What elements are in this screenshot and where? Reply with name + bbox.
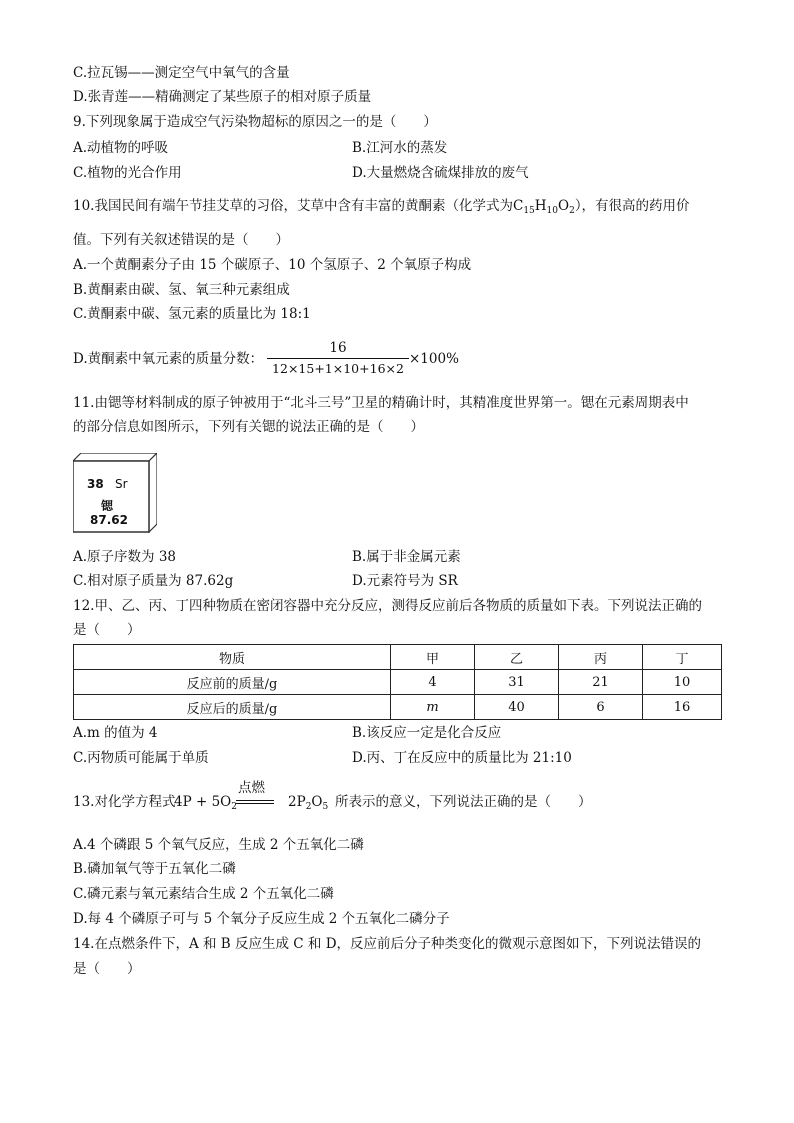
- question-11-option-a: A.原子序数为 38: [73, 549, 177, 565]
- question-10-option-c: C.黄酮素中碳、氢元素的质量比为 18:1: [73, 306, 311, 322]
- question-13-option-d: D.每 4 个磷原子可与 5 个氧分子反应生成 2 个五氧化二磷分子: [73, 911, 450, 927]
- question-11-option-d: D.元素符号为 SR: [352, 573, 458, 589]
- table-cell: 40: [475, 695, 559, 720]
- question-9-option-d: D.大量燃烧含硫煤排放的废气: [352, 165, 529, 181]
- chemical-formula-flavone: $C_{15}H_{10}O_2$: [512, 198, 575, 216]
- question-13-option-c: C.磷元素与氧元素结合生成 2 个五氧化二磷: [73, 886, 334, 902]
- table-header-cell: 物质: [74, 645, 391, 670]
- question-9-stem: 9.下列现象属于造成空气污染物超标的原因之一的是（ ）: [73, 114, 437, 130]
- mass-fraction-formula: [267, 338, 409, 379]
- question-11-option-b: B.属于非金属元素: [352, 549, 461, 565]
- question-10-option-b: B.黄酮素由碳、氢、氧三种元素组成: [73, 282, 290, 298]
- q10-text-pre: 10.我国民间有端午节挂艾草的习俗，艾草中含有丰富的黄酮素（化学式为: [73, 198, 513, 214]
- equation-rhs: $2P_2O_5$: [288, 794, 329, 812]
- question-11-stem: 11.由锶等材料制成的原子钟被用于“北斗三号”卫星的精确计时，其精准度世界第一。锶在元素周期表中: [73, 395, 689, 411]
- question-9-option-c: C.植物的光合作用: [73, 165, 182, 181]
- question-10-stem-line2: 值。下列有关叙述错误的是（ ）: [73, 232, 289, 248]
- table-header-row: [74, 645, 722, 670]
- element-symbol: Sr: [115, 477, 128, 491]
- table-header-cell: 乙: [475, 645, 559, 670]
- table-cell: 反应前的质量/g: [74, 670, 391, 695]
- element-name: 锶: [101, 499, 114, 513]
- question-14-stem-line2: 是（ ）: [73, 961, 141, 977]
- table-row: [74, 695, 722, 720]
- reaction-arrow: [212, 776, 276, 816]
- periodic-element-card: [73, 453, 157, 533]
- question-12-stem-line2: 是（ ）: [73, 622, 141, 638]
- atomic-mass: 87.62: [90, 513, 128, 527]
- q10-text-post: ），有很高的药用价: [574, 198, 690, 214]
- table-cell: 6: [559, 695, 643, 720]
- option-c-lavoisier: C.拉瓦锡——测定空气中氧气的含量: [73, 65, 290, 81]
- fraction-numerator: 16: [329, 340, 347, 356]
- question-12-option-a: A.m 的值为 4: [73, 725, 158, 741]
- table-cell: 反应后的质量/g: [74, 695, 391, 720]
- question-10-option-a: A.一个黄酮素分子由 15 个碳原子、10 个氢原子、2 个氧原子构成: [73, 257, 472, 273]
- atomic-number: 38: [87, 477, 104, 491]
- equation-lhs: $4P + 5O_2$: [174, 794, 237, 812]
- table-row: [74, 670, 722, 695]
- question-11-stem-line2: 的部分信息如图所示，下列有关锶的说法正确的是（ ）: [73, 419, 424, 435]
- question-12-option-d: D.丙、丁在反应中的质量比为 21:10: [352, 750, 572, 766]
- table-cell: 16: [643, 695, 722, 720]
- table-header-cell: 丁: [643, 645, 722, 670]
- table-cell: 21: [559, 670, 643, 695]
- table-cell: m: [391, 695, 475, 720]
- question-11-option-c: C.相对原子质量为 87.62g: [73, 573, 234, 589]
- mass-table: [73, 644, 722, 720]
- question-10-option-d: D.黄酮素中氧元素的质量分数：: [73, 351, 264, 367]
- table-cell: 10: [643, 670, 722, 695]
- question-12-option-c: C.丙物质可能属于单质: [73, 750, 209, 766]
- fraction-percent: ×100%: [409, 351, 459, 367]
- question-9-option-a: A.动植物的呼吸: [73, 140, 169, 156]
- question-13-option-b: B.磷加氧气等于五氧化二磷: [73, 861, 236, 877]
- option-d-zhang-qinglian: D.张青莲——精确测定了某些原子的相对原子质量: [73, 89, 372, 105]
- question-12-stem: 12.甲、乙、丙、丁四种物质在密闭容器中充分反应，测得反应前后各物质的质量如下表。下列说法正确的: [73, 598, 702, 614]
- reaction-condition: 点燃: [238, 780, 265, 796]
- question-13-option-a: A.4 个磷跟 5 个氧气反应，生成 2 个五氧化二磷: [73, 837, 364, 853]
- question-14-stem: 14.在点燃条件下，A 和 B 反应生成 C 和 D，反应前后分子种类变化的微观示意图如下，下列说法错误的: [73, 936, 702, 952]
- fraction-denominator: 12×15+1×10+16×2: [272, 361, 404, 376]
- question-10-stem: [73, 197, 690, 220]
- table-cell: 31: [475, 670, 559, 695]
- question-13-stem-post: 所表示的意义，下列说法正确的是（ ）: [335, 794, 592, 810]
- table-cell: 4: [391, 670, 475, 695]
- question-12-option-b: B.该反应一定是化合反应: [352, 725, 502, 741]
- question-9-option-b: B.江河水的蒸发: [352, 140, 448, 156]
- table-header-cell: 甲: [391, 645, 475, 670]
- question-13-stem-pre: 13.对化学方程式: [73, 794, 176, 810]
- table-header-cell: 丙: [559, 645, 643, 670]
